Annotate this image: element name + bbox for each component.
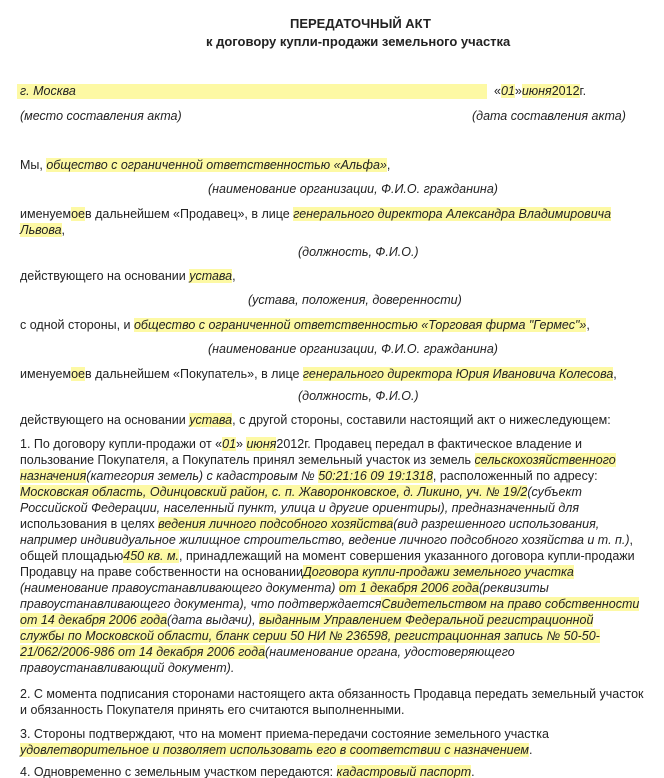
- p1-line: службы по Московской области, бланк серии 50 НИ № 236598, регистрационная запись № 50-50-: [20, 629, 600, 643]
- p2-line: и обязанность Покупателя принять его считаются выполненными.: [20, 703, 405, 717]
- date-note: (дата составления акта): [472, 109, 626, 123]
- p1-line: Продавцу на праве собственности на основанииДоговора купли-продажи земельного участка: [20, 565, 574, 579]
- org-note-1: (наименование организации, Ф.И.О. гражданина): [208, 182, 498, 196]
- p1-line: Московская область, Одинцовский район, с. п. Жаворонковское, д. Ликино, уч. № 19/2(субъект: [20, 485, 582, 499]
- p1-line: пользование Покупателя, а Покупатель принял земельный участок из земель сельскохозяйственного: [20, 453, 616, 467]
- seller-line: Мы, общество с ограниченной ответственностью «Альфа»,: [20, 158, 391, 172]
- seller-basis-line: действующего на основании устава,: [20, 269, 236, 283]
- p2-line: 2. С момента подписания сторонами настоящего акта обязанность Продавца передать земельный участок: [20, 687, 644, 701]
- p1-line: 21/062/2006-986 от 14 декабря 2006 года(наименование органа, удостоверяющего: [20, 645, 515, 659]
- org-note-2: (наименование организации, Ф.И.О. гражданина): [208, 342, 498, 356]
- p1-line: от 14 декабря 2006 года(дата выдачи), выданным Управлением Федеральной регистрационной: [20, 613, 594, 627]
- p1-line: 1. По договору купли-продажи от «01» июня2012г. Продавец передал в фактическое владение и: [20, 437, 583, 451]
- p1-line: правоустанавливающий документ).: [20, 661, 235, 675]
- p3-line: 3. Стороны подтверждают, что на момент приема-передачи состояние земельного участка: [20, 727, 549, 741]
- buyer-line: с одной стороны, и общество с ограниченной ответственностью «Торговая фирма "Гермес"»,: [20, 318, 590, 332]
- doc-subtitle: к договору купли-продажи земельного участка: [206, 34, 511, 49]
- basis-note: (устава, положения, доверенности): [248, 293, 462, 307]
- buyer-basis-line: действующего на основании устава, с другой стороны, составили настоящий акт о нижеследующем:: [20, 413, 611, 427]
- place-value: г. Москва: [20, 84, 76, 98]
- p1-line: например индивидуальное жилищное строительство, ведение личного подсобного хозяйства и т. п.),: [20, 533, 634, 547]
- seller-rep-line: именуемоев дальнейшем «Продавец», в лице генерального директора Александра Владимировича: [20, 207, 612, 221]
- p4-line: 4. Одновременно с земельным участком передаются: кадастровый паспорт.: [20, 765, 475, 778]
- p1-line: назначения(категория земель) с кадастровым № 50:21:16 09 19:1318, расположенный по адресу:: [20, 469, 598, 483]
- doc-title: ПЕРЕДАТОЧНЫЙ АКТ: [290, 16, 431, 31]
- place-note: (место составления акта): [20, 109, 182, 123]
- act-date: «01»июня2012г.: [494, 84, 587, 98]
- p1-line: использования в целях ведения личного подсобного хозяйства(вид разрешенного использования,: [20, 517, 600, 531]
- p1-line: (наименование правоустанавливающего документа) от 1 декабря 2006 года(реквизиты: [20, 581, 549, 595]
- p1-line: правоустанавливающего документа), что подтверждаетсяСвидетельством на право собственности: [20, 597, 640, 611]
- p1-line: общей площадью450 кв. м., принадлежащий на момент совершения указанного договора купли-продажи: [20, 549, 635, 563]
- p3-line: удовлетворительное и позволяет использовать его в соответствии с назначением.: [20, 743, 533, 757]
- p1-line: Российской Федерации, населенный пункт, улица и другие ориентиры), предназначенный для: [20, 501, 580, 515]
- pos-note-2: (должность, Ф.И.О.): [298, 389, 419, 403]
- seller-rep-line-2: Львова,: [20, 223, 66, 237]
- buyer-rep-line: именуемоев дальнейшем «Покупатель», в лице генерального директора Юрия Ивановича Колесова,: [20, 367, 617, 381]
- place-field: [17, 84, 487, 99]
- pos-note-1: (должность, Ф.И.О.): [298, 245, 419, 259]
